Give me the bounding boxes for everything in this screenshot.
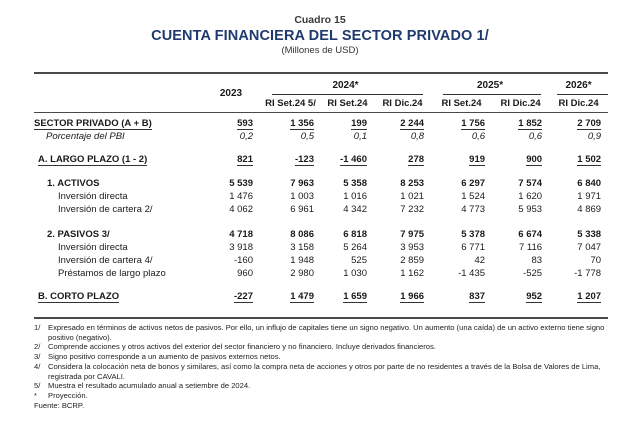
- cell: 2 980: [290, 268, 314, 279]
- cell: 0,6: [471, 131, 486, 142]
- cell: 7 232: [400, 204, 425, 215]
- cell: 1 207: [577, 290, 602, 302]
- cell: 1 948: [290, 255, 314, 266]
- row-label: B. CORTO PLAZO: [38, 290, 120, 302]
- cell: 0,6: [528, 131, 543, 142]
- cell: 525: [351, 255, 367, 266]
- footnote-key: *: [34, 390, 37, 400]
- cell: 1 003: [290, 191, 314, 202]
- cell: 0,9: [587, 131, 602, 142]
- footnote-text: Signo positivo corresponde a un aumento de pasivos externos netos.: [48, 352, 281, 362]
- footnote: [34, 381, 614, 391]
- cell: 0,8: [410, 131, 425, 142]
- footnote-text: Considera la colocación neta de bonos y similares, así como la compra neta de acciones y otros por parte de no residentes a través de la Bolsa de Valores de Lima, registrada por CAVALI.: [48, 361, 601, 381]
- table-row: [34, 267, 608, 280]
- footnote: [34, 352, 614, 362]
- footnote-text: Expresado en términos de activos netos de pasivos. Por ello, un influjo de capitales tiene un signo negativo. Un aumento (una caída) de un activo externo tiene signo positivo (negativo).: [48, 323, 605, 342]
- cell: 2 859: [400, 255, 425, 266]
- cell: -123: [294, 153, 314, 165]
- cell: 0,5: [300, 131, 314, 142]
- table-row: [34, 153, 608, 166]
- cell: 7 116: [518, 242, 543, 253]
- col-group-2025: 2025*: [476, 80, 504, 91]
- cell: 1 479: [290, 290, 314, 302]
- cell: 4 773: [461, 204, 486, 215]
- cell: 837: [469, 290, 486, 302]
- footnote-text: Comprende acciones y otros activos del exterior del sector financiero y no financiero. Incluye derivados financieros.: [48, 342, 436, 352]
- cell: 4 342: [343, 204, 367, 215]
- cell: 6 961: [290, 204, 314, 215]
- cell: -1 778: [574, 268, 602, 279]
- cell: 278: [408, 153, 425, 165]
- col-group-2026: 2026*: [565, 80, 592, 91]
- table-header: [0, 14, 640, 56]
- cell: -1 460: [340, 153, 367, 165]
- cell: -227: [233, 290, 253, 302]
- cell: 4 062: [229, 204, 253, 215]
- footnote: [34, 362, 614, 381]
- cell: 1 162: [400, 268, 425, 279]
- cell: 1 502: [577, 153, 602, 165]
- cell: 5 953: [518, 204, 543, 215]
- cell: 821: [237, 153, 253, 165]
- cell: 42: [474, 255, 486, 266]
- footnote-key: 1/: [34, 323, 41, 332]
- cell: 1 030: [343, 268, 367, 279]
- cell: 1 016: [343, 191, 367, 202]
- row-label: 2. PASIVOS 3/: [47, 229, 110, 240]
- cell: 7 975: [400, 229, 425, 240]
- source-note: Fuente: BCRP.: [34, 400, 85, 410]
- cell: -160: [233, 255, 253, 266]
- cell: 1 971: [577, 191, 602, 202]
- cell: 1 966: [400, 290, 425, 302]
- col-header-2023: 2023: [219, 88, 243, 99]
- cell: 5 358: [343, 178, 367, 189]
- table-row: [34, 203, 608, 216]
- row-label: 1. ACTIVOS: [47, 178, 100, 189]
- cell: 6 818: [343, 229, 367, 240]
- table-row: [34, 130, 608, 143]
- row-label: Inversión directa: [58, 191, 128, 202]
- col-header: RI Set.24: [441, 97, 482, 109]
- footnote-key: 2/: [34, 342, 41, 352]
- footnote: [34, 391, 614, 401]
- col-header: RI Dic.24: [500, 97, 541, 109]
- cell: 2 709: [577, 117, 602, 129]
- col-header: RI Set.24 5/: [265, 97, 316, 109]
- financial-account-table: [34, 78, 608, 303]
- table-row: [34, 290, 608, 303]
- row-label: A. LARGO PLAZO (1 - 2): [38, 153, 148, 165]
- cell: -525: [523, 268, 543, 279]
- footnote-key: 3/: [34, 352, 41, 362]
- col-header: RI Dic.24: [558, 97, 599, 109]
- table-row: [34, 190, 608, 203]
- cell: 1 356: [290, 117, 314, 129]
- cell: 3 918: [229, 242, 253, 253]
- row-label: Inversión de cartera 2/: [58, 204, 153, 215]
- row-label: Inversión directa: [58, 242, 128, 253]
- footnote-key: 5/: [34, 381, 41, 391]
- table-row: [34, 177, 608, 190]
- cell: 919: [469, 153, 486, 165]
- cell: 5 378: [461, 229, 486, 240]
- row-label: Préstamos de largo plazo: [58, 268, 166, 279]
- table-units: (Millones de USD): [281, 45, 359, 56]
- cell: 6 674: [518, 229, 543, 240]
- col-header: RI Set.24: [327, 97, 368, 109]
- table-bottom-rule: [34, 317, 608, 319]
- cell: 6 840: [577, 178, 602, 189]
- col-header: RI Dic.24: [382, 97, 423, 109]
- cell: 4 718: [229, 229, 253, 240]
- table-row: [34, 228, 608, 241]
- table-number: Cuadro 15: [294, 14, 346, 26]
- row-label: Inversión de cartera 4/: [58, 255, 153, 266]
- footnote-text: Muestra el resultado acumulado anual a setiembre de 2024.: [48, 381, 251, 391]
- table-title: CUENTA FINANCIERA DEL SECTOR PRIVADO 1/: [151, 28, 489, 44]
- cell: 5 264: [343, 242, 367, 253]
- cell: 7 574: [518, 178, 543, 189]
- footnote: [34, 342, 614, 352]
- cell: 199: [351, 117, 367, 129]
- cell: 1 021: [400, 191, 425, 202]
- cell: 960: [237, 268, 253, 279]
- cell: 4 869: [577, 204, 602, 215]
- cell: 0,2: [239, 131, 253, 142]
- cell: 70: [590, 255, 602, 266]
- footnotes: [34, 323, 614, 410]
- top-rule: [34, 72, 608, 74]
- cell: 8 253: [400, 178, 425, 189]
- table-row: [34, 241, 608, 254]
- cell: 1 659: [343, 290, 367, 302]
- cell: 7 963: [290, 178, 314, 189]
- row-label: SECTOR PRIVADO (A + B): [34, 117, 152, 129]
- cell: 6 771: [461, 242, 486, 253]
- footnote: [34, 323, 614, 342]
- cell: 7 047: [577, 242, 602, 253]
- table-row: [34, 117, 608, 130]
- cell: 1 476: [229, 191, 253, 202]
- table-row: [34, 254, 608, 267]
- cell: 1 756: [461, 117, 486, 129]
- col-group-2024: 2024*: [332, 80, 359, 91]
- footnote-text: Proyección.: [48, 390, 88, 400]
- cell: 952: [526, 290, 543, 302]
- cell: 5 539: [229, 178, 253, 189]
- cell: 1 524: [461, 191, 486, 202]
- cell: 1 620: [518, 191, 543, 202]
- cell: 0,1: [353, 131, 367, 142]
- cell: 5 338: [577, 229, 602, 240]
- cell: 3 158: [290, 242, 314, 253]
- cell: 593: [237, 117, 253, 129]
- cell: 3 953: [400, 242, 425, 253]
- cell: 8 086: [290, 229, 314, 240]
- cell: 6 297: [461, 178, 486, 189]
- footnote-key: 4/: [34, 361, 41, 371]
- cell: 2 244: [400, 117, 425, 129]
- row-label: Porcentaje del PBI: [46, 131, 125, 142]
- cell: 83: [531, 255, 543, 266]
- cell: 1 852: [518, 117, 543, 129]
- cell: 900: [526, 153, 543, 165]
- cell: -1 435: [458, 268, 486, 279]
